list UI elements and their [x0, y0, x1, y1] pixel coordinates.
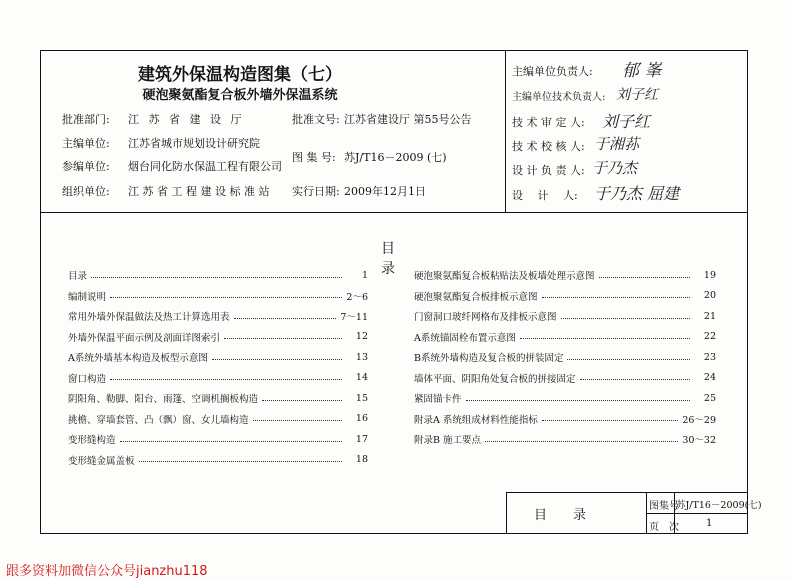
toc-entry-page: 23: [703, 351, 716, 363]
toc-leader-dots: [224, 338, 342, 339]
footer-title: 目 录: [534, 508, 587, 523]
toc-entry-label: A系统锚固栓布置示意图: [414, 332, 516, 344]
chief-unit: 江苏省城市规划设计研究院: [128, 137, 260, 150]
chief-unit-label: 主编单位:: [62, 137, 110, 150]
toc-entry-label: 编制说明: [68, 291, 107, 303]
toc-leader-dots: [567, 359, 690, 360]
toc-leader-dots: [262, 400, 342, 401]
resp-label-check: 技 术 校 核 人:: [512, 140, 585, 153]
toc-leader-dots: [253, 420, 342, 421]
toc-entry: [414, 265, 716, 286]
footer-atlas-no-label: 图集号: [649, 501, 679, 512]
toc-entry-page: 24: [703, 372, 716, 384]
toc-entry-page: 13: [355, 351, 368, 363]
toc-entry-label: 硬泡聚氨酯复合板排板示意图: [414, 291, 538, 303]
approval-doc: 江苏省建设厅 第55号公告: [344, 113, 472, 126]
toc-leader-dots: [485, 441, 678, 442]
toc-entry: [414, 429, 716, 450]
toc-entry-label: 挑檐、穿墙套管、凸（飘）窗、女儿墙构造: [68, 414, 249, 426]
toc-right-column: [414, 265, 716, 450]
toc-entry: [414, 327, 716, 348]
toc-entry-page: 12: [355, 331, 368, 343]
toc-entry-page: 16: [355, 413, 368, 425]
toc-heading: 目录: [381, 241, 443, 277]
resp-label-designer: 设 计 人:: [512, 189, 578, 202]
footer-page: 1: [706, 518, 713, 529]
toc-entry-label: 附录A 系统组成材料性能指标: [414, 414, 538, 426]
toc-entry-label: 阴阳角、勒脚、阳台、雨篷、空调机搁板构造: [68, 394, 259, 406]
resp-label-chief: 主编单位负责人:: [512, 65, 593, 78]
resp-label-design-lead: 设 计 负 责 人:: [512, 164, 585, 177]
toc-leader-dots: [599, 277, 690, 278]
toc-entry: [414, 347, 716, 368]
toc-leader-dots: [234, 318, 337, 319]
signature-review: 刘子红: [602, 112, 651, 131]
co-unit: 烟台同化防水保温工程有限公司: [128, 160, 282, 173]
toc-leader-dots: [466, 400, 690, 401]
toc-entry-page: 2～6: [346, 291, 368, 303]
toc-entry: [414, 409, 716, 430]
toc-entry: [68, 327, 368, 348]
toc-entry: [68, 450, 368, 471]
toc-entry-label: 外墙外保温平面示例及剖面详图索引: [68, 332, 221, 344]
toc-entry-label: 变形缝构造: [68, 435, 116, 447]
toc-entry-label: 墙体平面、阴阳角处复合板的拼接固定: [414, 373, 576, 385]
toc-entry-label: 门窗洞口玻纤网格布及排板示意图: [414, 312, 557, 324]
toc-leader-dots: [91, 277, 342, 278]
footer-divider-v1: [506, 492, 507, 534]
impl-date-label: 实行日期:: [292, 185, 340, 198]
header-divider: [40, 212, 748, 213]
footer-divider: [506, 492, 748, 493]
toc-entry-label: 变形缝金属盖板: [68, 455, 135, 467]
atlas-title: 建筑外保温构造图集（七）: [138, 65, 342, 85]
toc-entry: [68, 306, 368, 327]
toc-entry: [68, 388, 368, 409]
toc-entry: [68, 409, 368, 430]
watermark-text: 跟多资料加微信公众号jianzhu118: [6, 564, 208, 579]
toc-entry-label: 窗口构造: [68, 373, 107, 385]
signature-design-lead: 于乃杰: [592, 159, 638, 177]
toc-entry-page: 25: [703, 392, 716, 404]
atlas-no-label: 图 集 号:: [292, 151, 336, 164]
toc-entry-label: 目录: [68, 271, 88, 283]
toc-entry-page: 22: [703, 331, 716, 343]
toc-entry-page: 18: [355, 454, 368, 466]
toc-entry-label: 附录B 施工要点: [414, 435, 482, 447]
toc-entry: [414, 306, 716, 327]
atlas-no: 苏J/T16－2009 (七): [344, 151, 447, 164]
toc-leader-dots: [139, 461, 342, 462]
toc-entry: [68, 347, 368, 368]
org-unit: 江 苏 省 工 程 建 设 标 准 站: [128, 185, 270, 198]
toc-entry-label: 硬泡聚氨酯复合板粘贴法及板墙处理示意图: [414, 271, 595, 283]
toc-leader-dots: [110, 297, 342, 298]
toc-entry-page: 30～32: [682, 435, 716, 447]
footer-atlas-no: 苏J/T16－2009(七): [676, 500, 762, 511]
toc-entry-label: 常用外墙外保温做法及热工计算选用表: [68, 312, 230, 324]
toc-entry: [414, 388, 716, 409]
toc-entry-label: 紧固锚卡件: [414, 394, 462, 406]
toc-entry: [414, 286, 716, 307]
toc-entry: [68, 368, 368, 389]
footer-row-divider: [646, 513, 748, 514]
toc-leader-dots: [561, 318, 690, 319]
toc-entry: [414, 368, 716, 389]
signature-chief: 郁 峯: [622, 61, 662, 81]
resp-label-review: 技 术 审 定 人:: [512, 116, 585, 129]
toc-entry-page: 17: [355, 433, 368, 445]
toc-entry-page: 15: [355, 392, 368, 404]
approval-dept: 江 苏 省 建 设 厅: [128, 113, 245, 126]
toc-leader-dots: [542, 297, 690, 298]
resp-label-tech: 主编单位技术负责人:: [512, 92, 606, 103]
toc-entry-label: A系统外墙基本构造及板型示意图: [68, 353, 208, 365]
toc-leader-dots: [120, 441, 342, 442]
toc-entry: [68, 286, 368, 307]
signature-tech: 刘子红: [616, 87, 658, 103]
toc-leader-dots: [520, 338, 690, 339]
approval-dept-label: 批准部门:: [62, 113, 110, 126]
toc-entry-page: 26～29: [682, 414, 716, 426]
toc-leader-dots: [542, 420, 678, 421]
footer-page-label: 页 次: [649, 522, 679, 533]
toc-leader-dots: [110, 379, 342, 380]
toc-leader-dots: [212, 359, 342, 360]
impl-date: 2009年12月1日: [344, 185, 426, 198]
toc-leader-dots: [580, 379, 690, 380]
toc-entry-page: 1: [361, 269, 368, 281]
toc-entry: [68, 265, 368, 286]
toc-entry: [68, 429, 368, 450]
toc-entry-page: 19: [703, 269, 716, 281]
toc-entry-page: 7～11: [340, 312, 368, 324]
org-unit-label: 组织单位:: [62, 185, 110, 198]
toc-entry-label: B系统外墙构造及复合板的拼装固定: [414, 353, 564, 365]
atlas-subtitle: 硬泡聚氨酯复合板外墙外保温系统: [142, 88, 338, 103]
toc-entry-page: 21: [703, 310, 716, 322]
signature-designer: 于乃杰 屈建: [594, 184, 680, 203]
toc-entry-page: 20: [703, 290, 716, 302]
toc-left-column: [68, 265, 368, 470]
signature-check: 于湘荪: [594, 135, 640, 153]
approval-doc-label: 批准文号:: [292, 113, 340, 126]
co-unit-label: 参编单位:: [62, 160, 110, 173]
toc-entry-page: 14: [355, 372, 368, 384]
header-column-divider: [505, 50, 506, 212]
